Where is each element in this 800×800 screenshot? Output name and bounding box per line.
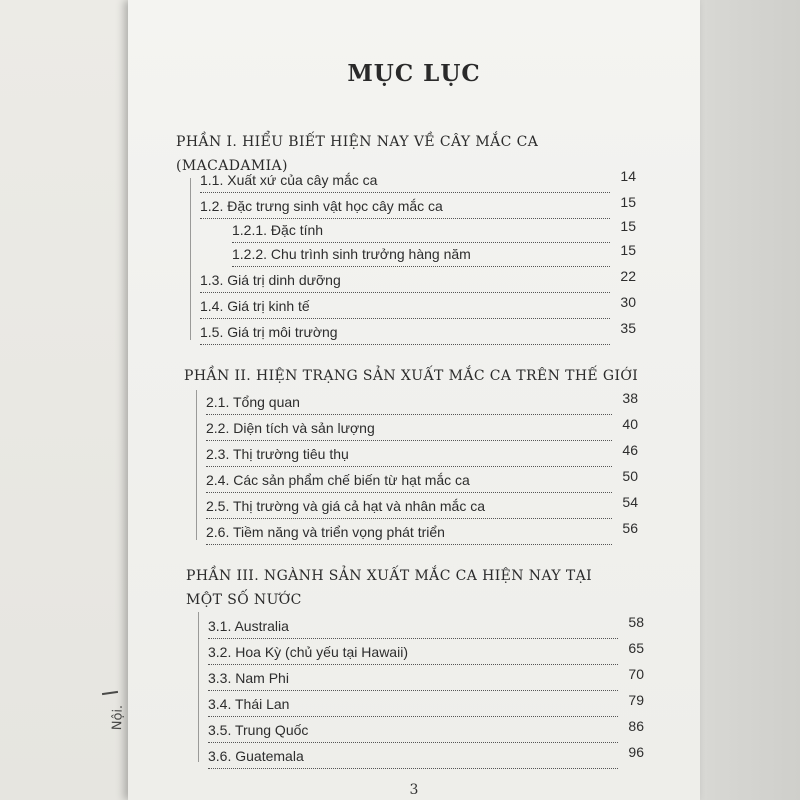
background-surface — [700, 0, 800, 800]
toc-entry-page: 35 — [620, 320, 636, 336]
toc-entry-label: 1.1. Xuất xứ của cây mắc ca — [200, 172, 378, 188]
toc-entry-2-1[interactable] — [206, 390, 638, 415]
toc-entry-1-1[interactable] — [200, 168, 636, 193]
section-heading-1-line-2: (MACADAMIA) — [176, 158, 288, 174]
document-page — [128, 0, 700, 800]
section-heading-3-line-1: PHẦN III. NGÀNH SẢN XUẤT MẮC CA HIỆN NAY TẠI — [186, 568, 593, 584]
toc-entry-label: 2.3. Thị trường tiêu thụ — [206, 446, 349, 462]
toc-entry-page: 22 — [620, 268, 636, 284]
page-number: 3 — [409, 782, 419, 798]
toc-entry-page: 65 — [628, 640, 644, 656]
toc-entry-3-2[interactable] — [208, 640, 644, 665]
toc-entry-page: 38 — [622, 390, 638, 406]
section-3-rule — [198, 612, 199, 762]
toc-entry-2-3[interactable] — [206, 442, 638, 467]
toc-entry-label: 1.5. Giá trị môi trường — [200, 324, 338, 340]
toc-entry-page: 14 — [620, 168, 636, 184]
toc-entry-label: 3.1. Australia — [208, 618, 289, 634]
toc-entry-label: 3.2. Hoa Kỳ (chủ yếu tại Hawaii) — [208, 644, 408, 660]
toc-entry-label: 2.6. Tiềm năng và triển vọng phát triển — [206, 524, 445, 540]
toc-entry-page: 15 — [620, 242, 636, 258]
section-2-rule — [196, 390, 197, 540]
toc-entry-page: 79 — [628, 692, 644, 708]
toc-entry-label: 3.3. Nam Phi — [208, 670, 289, 686]
toc-entry-page: 70 — [628, 666, 644, 682]
toc-entry-page: 30 — [620, 294, 636, 310]
toc-entry-page: 40 — [622, 416, 638, 432]
toc-entry-page: 15 — [620, 218, 636, 234]
toc-entry-2-5[interactable] — [206, 494, 638, 519]
toc-entry-label: 1.2. Đặc trưng sinh vật học cây mắc ca — [200, 198, 443, 214]
toc-entry-label: 3.5. Trung Quốc — [208, 722, 309, 738]
toc-entry-label: 3.6. Guatemala — [208, 748, 304, 764]
toc-entry-2-4[interactable] — [206, 468, 638, 493]
section-heading-1-line-1: PHẦN I. HIỂU BIẾT HIỆN NAY VỀ CÂY MẮC CA — [176, 134, 539, 150]
toc-entry-label: 1.2.2. Chu trình sinh trưởng hàng năm — [232, 246, 471, 262]
underlying-page-text: Nội. — [110, 704, 126, 731]
section-heading-2-line-1: PHẦN II. HIỆN TRẠNG SẢN XUẤT MẮC CA TRÊN THẾ GIỚI — [184, 368, 639, 384]
section-heading-3 — [186, 564, 592, 612]
toc-entry-3-5[interactable] — [208, 718, 644, 743]
toc-entry-page: 86 — [628, 718, 644, 734]
toc-entry-1-3[interactable] — [200, 268, 636, 293]
underlying-page — [0, 0, 140, 800]
section-1-rule — [190, 178, 191, 340]
toc-entry-label: 1.4. Giá trị kinh tế — [200, 298, 310, 314]
toc-entry-1-2-2[interactable] — [232, 242, 636, 267]
toc-entry-2-2[interactable] — [206, 416, 638, 441]
toc-entry-1-2[interactable] — [200, 194, 636, 219]
section-heading-3-line-2: MỘT SỐ NƯỚC — [186, 592, 302, 608]
toc-entry-label: 1.3. Giá trị dinh dưỡng — [200, 272, 341, 288]
toc-entry-1-5[interactable] — [200, 320, 636, 345]
toc-entry-page: 58 — [628, 614, 644, 630]
toc-entry-3-1[interactable] — [208, 614, 644, 639]
toc-entry-label: 2.4. Các sản phẩm chế biến từ hạt mắc ca — [206, 472, 470, 488]
toc-entry-label: 2.2. Diện tích và sản lượng — [206, 420, 375, 436]
toc-entry-page: 46 — [622, 442, 638, 458]
toc-entry-3-4[interactable] — [208, 692, 644, 717]
toc-entry-page: 54 — [622, 494, 638, 510]
toc-entry-3-3[interactable] — [208, 666, 644, 691]
page-title: MỤC LỤC — [347, 60, 481, 87]
toc-entry-page: 15 — [620, 194, 636, 210]
section-heading-2 — [184, 364, 638, 388]
toc-entry-page: 50 — [622, 468, 638, 484]
toc-entry-page: 96 — [628, 744, 644, 760]
toc-entry-label: 2.5. Thị trường và giá cả hạt và nhân mắc ca — [206, 498, 486, 514]
toc-entry-page: 56 — [622, 520, 638, 536]
toc-entry-1-2-1[interactable] — [232, 218, 636, 243]
toc-entry-label: 1.2.1. Đặc tính — [232, 222, 324, 238]
toc-entry-label: 3.4. Thái Lan — [208, 696, 290, 712]
toc-entry-3-6[interactable] — [208, 744, 644, 769]
toc-entry-2-6[interactable] — [206, 520, 638, 545]
toc-entry-label: 2.1. Tổng quan — [206, 394, 300, 410]
toc-entry-1-4[interactable] — [200, 294, 636, 319]
